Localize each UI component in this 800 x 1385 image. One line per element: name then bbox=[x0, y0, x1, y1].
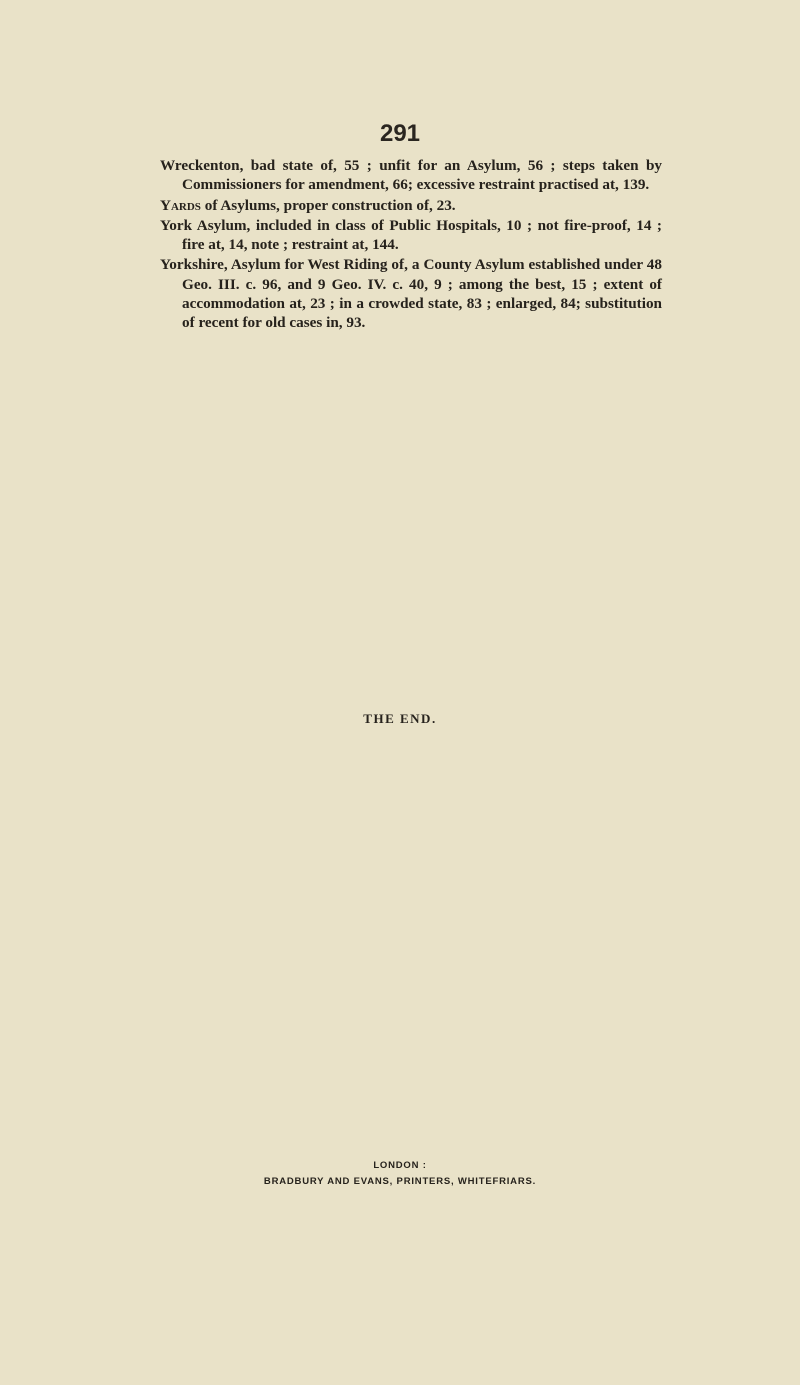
entry-text: Asylum, included in class of Public Hospitals, 10 ; not fire-proof, 14 ; fire at, 14, note ; restraint at, 144. bbox=[182, 216, 662, 254]
printer-imprint bbox=[0, 1158, 800, 1190]
entry-text: , bad state of, 55 ; unfit for an Asylum, 56 ; steps taken by Commissioners for amendment, 66; excessive restraint practised at, 139. bbox=[182, 157, 662, 194]
imprint-city: LONDON : bbox=[373, 1160, 427, 1171]
page-number: 291 bbox=[379, 120, 421, 147]
index-entry bbox=[160, 196, 662, 215]
entry-heading: Yorkshire bbox=[160, 256, 224, 274]
index-entries bbox=[160, 156, 662, 334]
entry-text: of Asylums, proper construction of, 23. bbox=[200, 196, 456, 214]
index-entry bbox=[160, 156, 662, 195]
entry-heading: Yards bbox=[160, 196, 201, 214]
the-end-label: THE END. bbox=[363, 711, 437, 726]
entry-heading: Wreckenton bbox=[160, 157, 240, 174]
index-entry bbox=[160, 255, 662, 332]
index-entry bbox=[160, 216, 662, 255]
imprint-printer: BRADBURY AND EVANS, PRINTERS, WHITEFRIARS. bbox=[263, 1176, 537, 1187]
entry-text: , Asylum for West Riding of, a County Asylum established under 48 Geo. III. c. 96, and 9 Geo. IV. c. 40, 9 ; among the best, 15 ; extent of accommodation at, 23 ; in a crowded state, 83 ; enlarged, 84; substitution of recent for old cases in, 93. bbox=[182, 256, 662, 332]
entry-heading: York bbox=[160, 216, 193, 234]
